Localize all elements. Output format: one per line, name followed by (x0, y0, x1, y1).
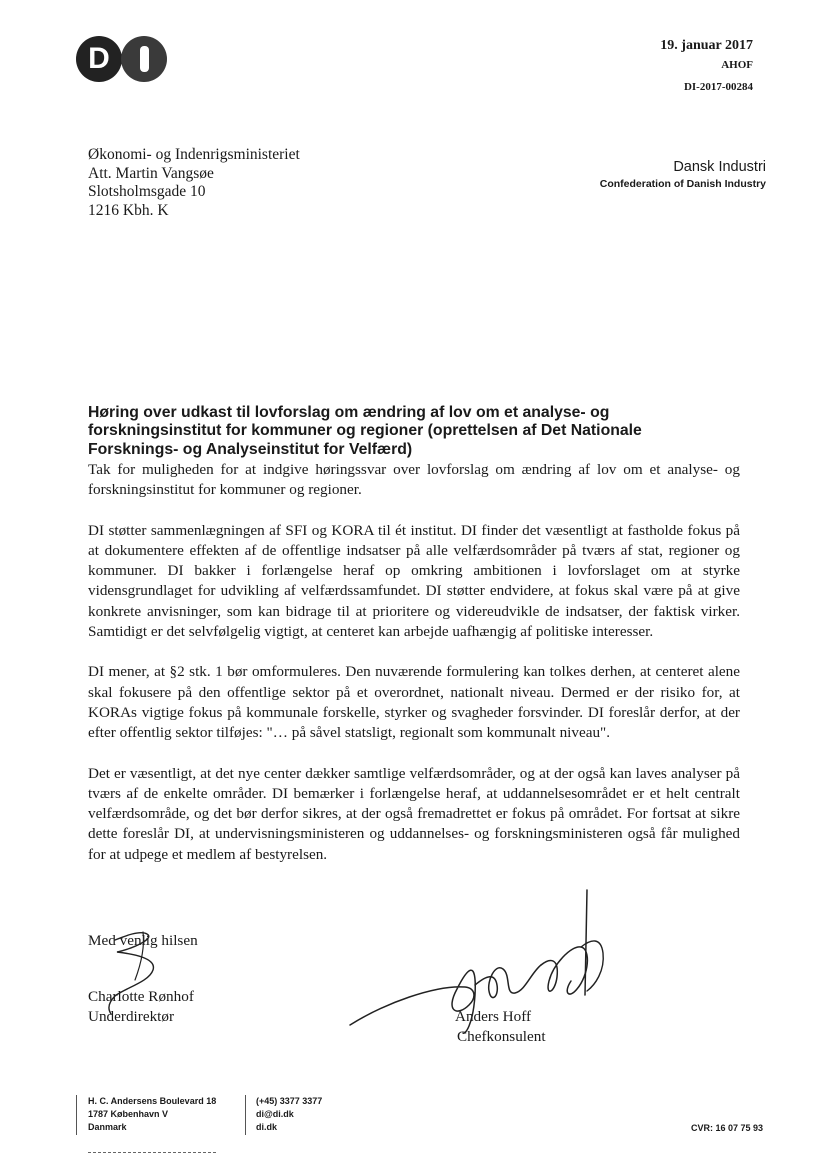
logo-i-bar (140, 46, 149, 72)
letter-body (88, 460, 740, 885)
signer-name: Anders Hoff (455, 1008, 532, 1025)
author-initials: AHOF (721, 59, 753, 71)
footer-address-line: Danmark (88, 1122, 127, 1132)
recipient-line: Att. Martin Vangsøe (88, 164, 214, 182)
body-paragraph: DI støtter sammenlægningen af SFI og KORA til ét institut. DI finder det væsentligt at fastholde fokus på at dokumentere effekten af de offentlige indsatser på alle velfærdsområder på tværs af stat, regioner og kommuner. DI bakker i forlængelse heraf op omkring ambitionen i lovforslaget om at styrke vidensgrundlaget for udvikling af velfærdssamfundet. DI støtter endvidere, at fokus skal være på at give konkrete anvisninger, som kan bidrage til at prioritere og videreudvikle de indsatser, der faktisk virker. Samtidigt er det selvfølgelig vigtigt, at centeret kan arbejde uafhængig af politiske interesser. (88, 521, 740, 641)
footer-cvr: CVR: 16 07 75 93 (690, 1123, 763, 1133)
footer-contact (256, 1095, 322, 1134)
footer-address-line: 1787 København V (88, 1109, 169, 1119)
reference-number: DI-2017-00284 (683, 81, 753, 93)
footer-address (88, 1095, 216, 1134)
logo-i-circle (121, 36, 167, 82)
signature-1 (95, 918, 185, 1028)
body-paragraph: Det er væsentligt, at det nye center dækker samtlige velfærdsområder, og at der også kan laves analyser på tværs af de enkelte områder. DI bemærker i forlængelse heraf, at uddannelsesområdet er et helt centralt velfærdsområde, og det bør derfor sikres, at der også fremadrettet er fokus på området. For fortsat at sikre dette foreslår DI, at undervisningsministeren og uddannelses- og forskningsministeren også får mulighed for at udpege et medlem af bestyrelsen. (88, 764, 740, 863)
signer-name: Charlotte Rønhof (88, 988, 194, 1005)
recipient-address (88, 146, 300, 220)
signature-2 (345, 885, 615, 1060)
recipient-line: Slotsholmsgade 10 (88, 183, 206, 200)
sender-subtitle: Confederation of Danish Industry (599, 178, 766, 190)
signer-title: Underdirektør (88, 1008, 175, 1025)
letter-subject: Høring over udkast til lovforslag om ændring af lov om et analyse- og forskningsinstitut for kommuner og regioner (oprettelsen af Det Nationale Forsknings- og Analyseinstitut for Velfærd) (88, 404, 642, 458)
footer-website: di.dk (256, 1122, 278, 1132)
footer-email: di@di.dk (256, 1109, 294, 1119)
logo-d-circle: D (76, 36, 122, 82)
recipient-line: Økonomi- og Indenrigsministeriet (88, 146, 300, 163)
sender-name: Dansk Industri (673, 159, 766, 175)
body-paragraph: DI mener, at §2 stk. 1 bør omformuleres. Den nuværende formulering kan tolkes derhen, at centeret alene skal fokusere på den offentlige sektor på et overordnet, nationalt niveau. Dermed er der risiko for, at KORAs vigtige fokus på kommunale forskelle, styrker og svagheder forsvinder. DI foreslår derfor, at der efter offentlig sektor tilføjes: "… på såvel statsligt, regionalt som kommunalt niveau". (88, 663, 740, 742)
footer-divider (245, 1095, 246, 1135)
signer-title: Chefkonsulent (457, 1028, 546, 1045)
letter-date: 19. januar 2017 (660, 38, 753, 53)
body-paragraph: Tak for muligheden for at indgive høringssvar over lovforslag om ændring af lov om et analyse- og forskningsinstitut for kommuner og regioner. (88, 461, 740, 499)
closing-salutation: Med venlig hilsen (88, 932, 198, 949)
footer-phone: (+45) 3377 3377 (256, 1096, 323, 1106)
footer-address-line: H. C. Andersens Boulevard 18 (88, 1096, 217, 1106)
footer-rule (88, 1152, 216, 1153)
di-logo (76, 36, 168, 82)
recipient-line: 1216 Kbh. K (88, 201, 169, 219)
footer-divider (76, 1095, 77, 1135)
